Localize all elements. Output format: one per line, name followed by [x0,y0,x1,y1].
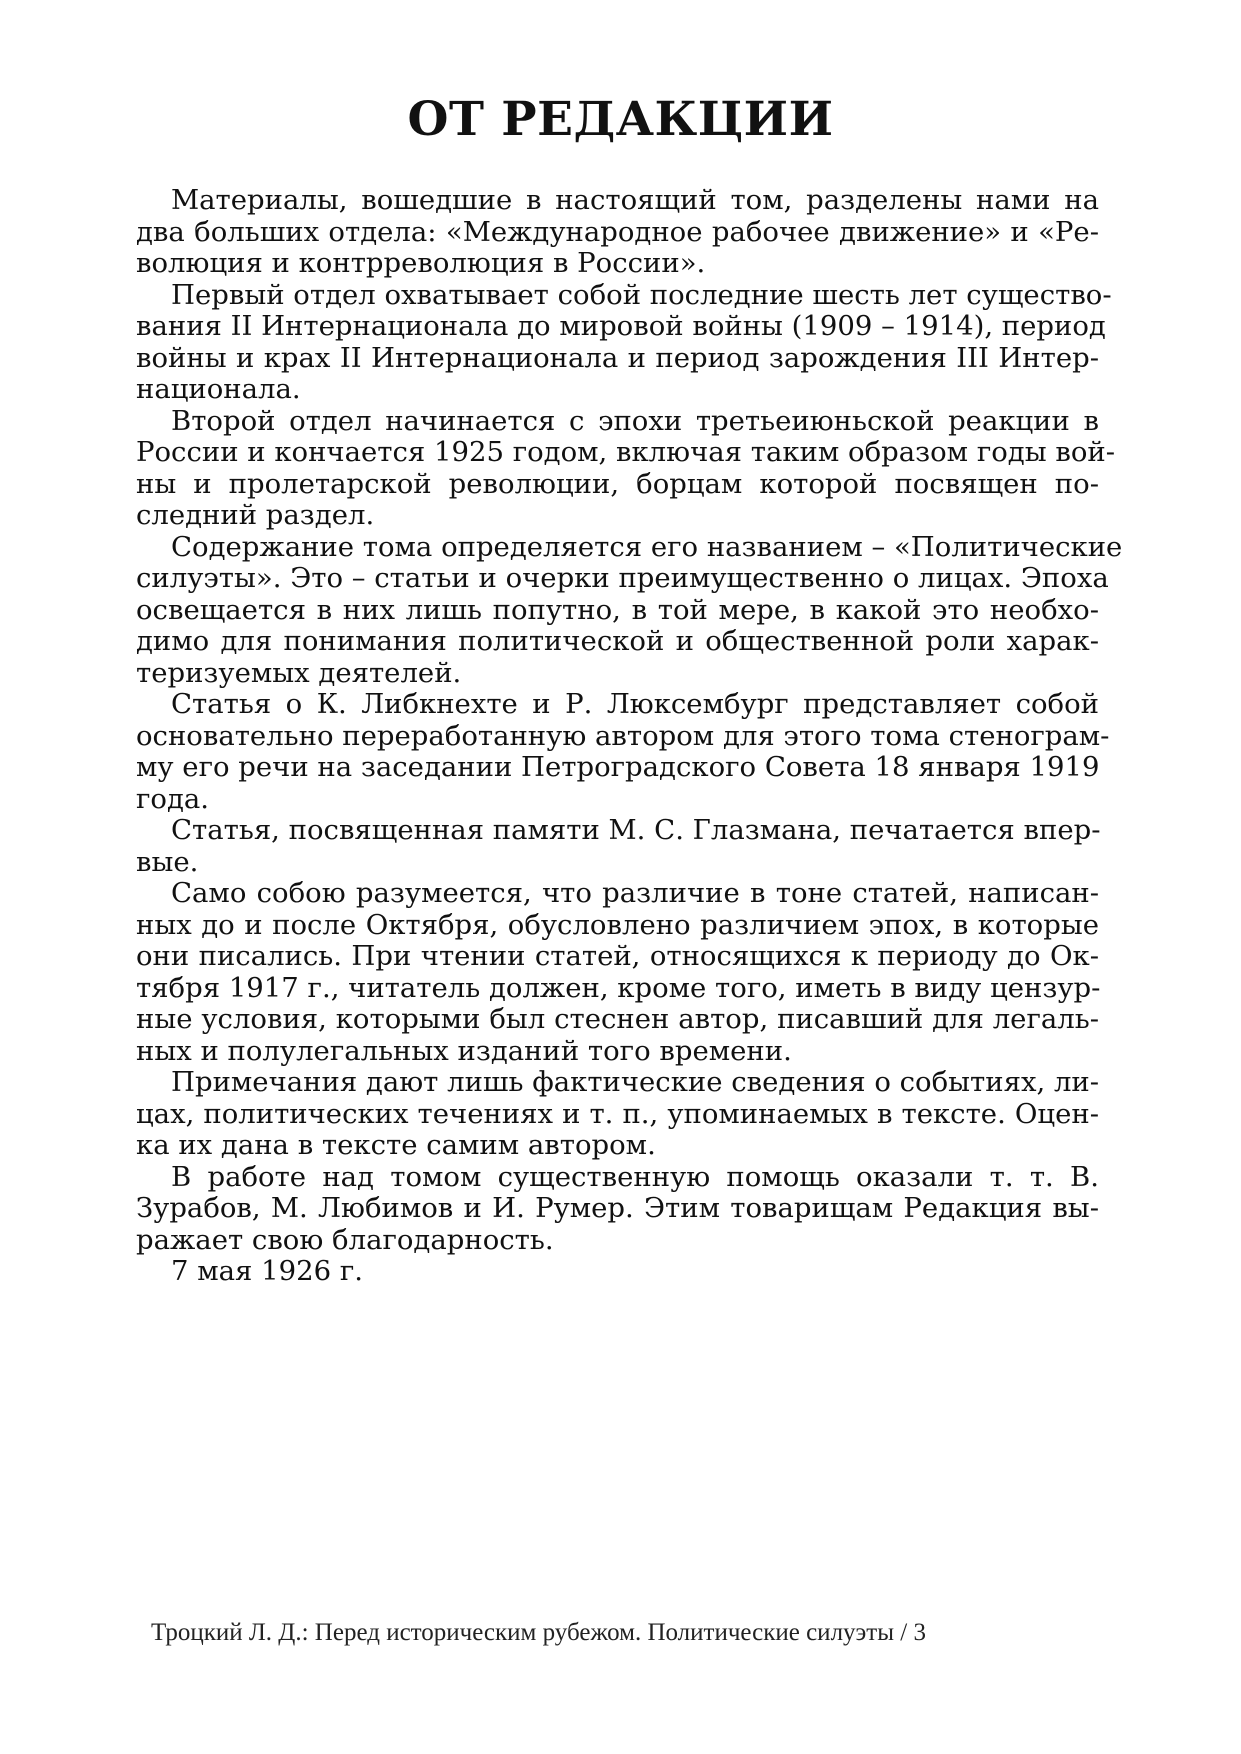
paragraph-4 [136,530,1123,690]
page-footer: Троцкий Л. Д.: Перед историческим рубежом. Политические силуэты / 3 [151,1619,926,1646]
text-line: Зурабов, М. Любимов и И. Румер. Этим товарищам Редакция вы- [136,1192,1099,1224]
text-line: они писались. При чтении статей, относящихся к периоду до Ок- [136,940,1099,972]
text-line: вые. [136,845,199,878]
text-line: ражает свою благодарность. [136,1223,554,1256]
text-line: войны и крах II Интернационала и период зарождения III Интер- [136,341,1099,374]
paragraph-1 [136,185,1099,280]
paragraph-2 [136,278,1112,406]
text-line: Статья о К. Либкнехте и Р. Люксембург представляет собой [171,688,1099,720]
text-line: ны и пролетарской революции, борцам которой посвящен по- [136,467,1099,500]
text-line: освещается в них лишь попутно, в той мере, в какой это необхо- [136,593,1099,626]
text-line: России и кончается 1925 годом, включая таким образом годы вой- [136,436,1116,468]
paragraph-9 [136,1162,1099,1257]
text-line: Первый отдел охватывает собой последние шесть лет существо- [171,278,1112,311]
text-line: Статья, посвященная памяти М. С. Глазмана, печатается впер- [171,814,1101,846]
text-line: димо для понимания политической и общественной роли харак- [136,625,1099,657]
text-line: силуэты». Это – статьи и очерки преимущественно о лицах. Эпоха [136,562,1109,594]
paragraph-8 [136,1067,1099,1162]
text-line: года. [136,782,210,815]
text-line: Само собою разумеется, что различие в тоне статей, написан- [171,877,1099,909]
text-line: два больших отдела: «Международное рабочее движение» и «Ре- [136,215,1099,248]
paragraph-6 [136,815,1099,878]
text-line: тября 1917 г., читатель должен, кроме того, иметь в виду цензур- [136,971,1101,1004]
text-line: ка их дана в тексте самим автором. [136,1129,656,1161]
text-line: Примечания дают лишь фактические сведения о событиях, ли- [171,1066,1100,1098]
text-line: Материалы, вошедшие в настоящий том, разделены нами на [171,184,1099,216]
text-line: ных до и после Октября, обусловлено различием эпох, в которые [136,908,1099,941]
text-line: Второй отдел начинается с эпохи третьеиюньской реакции в [171,404,1099,437]
paragraph-3 [136,404,1116,532]
text-line: В работе над томом существенную помощь оказали т. т. В. [171,1160,1099,1193]
text-line: волюция и контрреволюция в России». [136,247,706,279]
text-line: основательно переработанную автором для этого тома стенограм- [136,719,1110,752]
text-line: ные условия, которыми был стеснен автор, писавший для легаль- [136,1003,1099,1035]
paragraph-7 [136,878,1099,1067]
paragraph-5 [136,688,1110,815]
page-title: ОТ РЕДАКЦИИ [407,92,834,147]
text-line: вания II Интернационала до мировой войны (1909 – 1914), период [136,310,1106,342]
text-line: теризуемых деятелей. [136,656,462,689]
text-line: му его речи на заседании Петроградского Совета 18 января 1919 [136,751,1100,783]
document-body [136,184,1123,1288]
text-line: национала. [136,373,301,405]
text-line: ных и полулегальных изданий того времени. [136,1034,792,1067]
text-line: Содержание тома определяется его названием – «Политические [171,530,1123,563]
text-line: следний раздел. [136,499,375,531]
text-line: цах, политических течениях и т. п., упоминаемых в тексте. Оцен- [136,1097,1099,1130]
document-date: 7 мая 1926 г. [171,1255,363,1287]
